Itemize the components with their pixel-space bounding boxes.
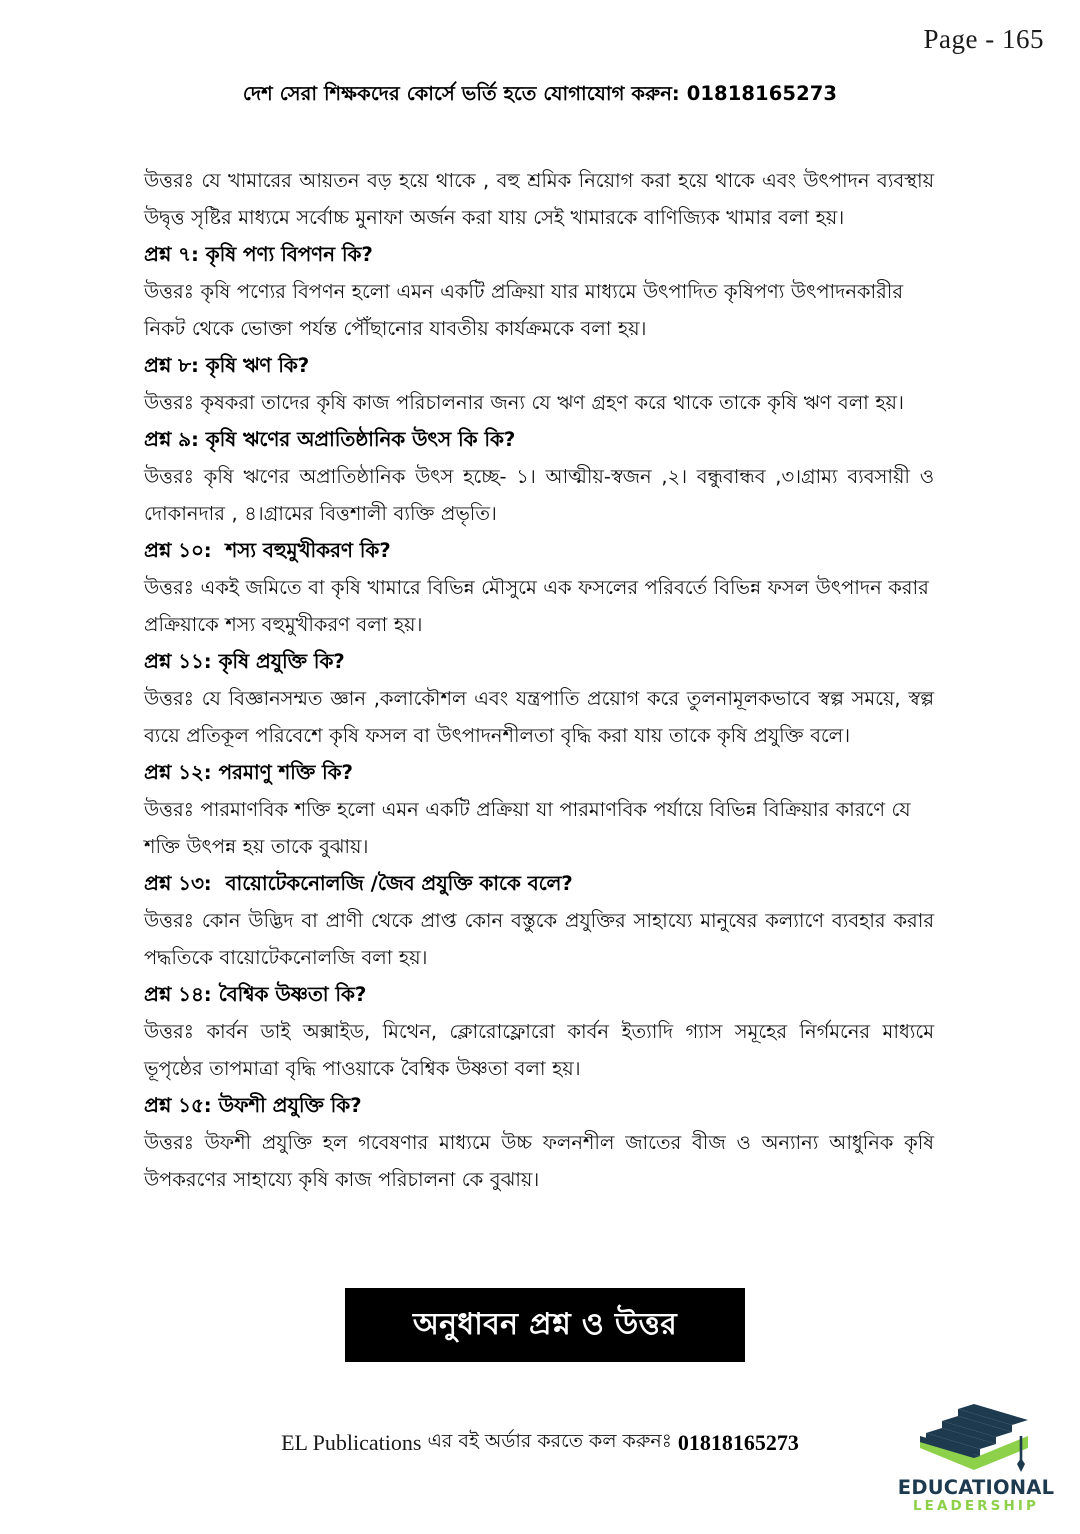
- document-body: [144, 162, 934, 1199]
- qa-item: [144, 237, 934, 347]
- answer-text: উত্তরঃ একই জমিতে বা কৃষি খামারে বিভিন্ন মৌসুমে এক ফসলের পরিবর্তে বিভিন্ন ফসল উৎপাদন করার প্রক্রিয়াকে শস্য বহুমুখীকরণ বলা হয়।: [144, 576, 929, 636]
- question-heading: প্রশ্ন ৯: কৃষি ঋণের অপ্রাতিষ্ঠানিক উৎস কি কি?: [144, 428, 516, 451]
- answer-text: উত্তরঃ কৃষকরা তাদের কৃষি কাজ পরিচালনার জন্য যে ঋণ গ্রহণ করে থাকে তাকে কৃষি ঋণ বলা হয়।: [144, 391, 904, 414]
- question-heading: প্রশ্ন ১৩: বায়োটেকনোলজি /জৈব প্রযুক্তি কাকে বলে?: [144, 872, 573, 895]
- answer-text: উত্তরঃ কার্বন ডাই অক্সাইড, মিথেন, ক্লোরোফ্লোরো কার্বন ইত্যাদি গ্যাস সমূহের নির্গমনের মাধ্যমে ভূপৃষ্ঠের তাপমাত্রা বৃদ্ধি পাওয়াকে বৈশ্বিক উষ্ণতা বলা হয়।: [144, 1020, 934, 1080]
- footer-brand: EL Publications: [281, 1430, 422, 1455]
- answer-text: উত্তরঃ কৃষি ঋণের অপ্রাতিষ্ঠানিক উৎস হচ্ছে- ১। আত্মীয়-স্বজন ,২। বন্ধুবান্ধব ,৩।গ্রাম্য ব্যবসায়ী ও দোকানদার , ৪।গ্রামের বিত্তশালী ব্যক্তি প্রভৃতি।: [144, 465, 934, 525]
- footer-bengali-text: এর বই অর্ডার করতে কল করুনঃ: [421, 1430, 678, 1452]
- question-heading: প্রশ্ন ৮: কৃষি ঋণ কি?: [144, 354, 310, 377]
- qa-item: [144, 533, 934, 643]
- qa-item: [144, 348, 934, 421]
- section-banner: [345, 1288, 745, 1362]
- question-heading: প্রশ্ন ১৫: উফশী প্রযুক্তি কি?: [144, 1094, 362, 1117]
- answer-text: উত্তরঃ কোন উদ্ভিদ বা প্রাণী থেকে প্রাপ্ত কোন বস্তুকে প্রযুক্তির সাহায্যে মানুষের কল্যাণে ব্যবহার করার পদ্ধতিকে বায়োটেকনোলজি বলা হয়।: [144, 909, 934, 969]
- qa-item: [144, 422, 934, 532]
- graduation-cap-icon: [888, 1398, 1064, 1478]
- question-heading: প্রশ্ন ১২: পরমাণু শক্তি কি?: [144, 761, 353, 784]
- qa-item: [144, 644, 934, 754]
- answer-text: উত্তরঃ উফশী প্রযুক্তি হল গবেষণার মাধ্যমে উচ্চ ফলনশীল জাতের বীজ ও অন্যান্য আধুনিক কৃষি উপকরণের সাহায্যে কৃষি কাজ পরিচালনা কে বুঝায়।: [144, 1131, 934, 1191]
- qa-item: [144, 866, 934, 976]
- question-heading: প্রশ্ন ৭: কৃষি পণ্য বিপণন কি?: [144, 243, 373, 266]
- question-heading: প্রশ্ন ১০: শস্য বহুমুখীকরণ কি?: [144, 539, 391, 562]
- logo-word-educational: EDUCATIONAL: [897, 1476, 1055, 1499]
- qa-item: [144, 1088, 934, 1198]
- intro-answer: উত্তরঃ যে খামারের আয়তন বড় হয়ে থাকে , বহু শ্রমিক নিয়োগ করা হয়ে থাকে এবং উৎপাদন ব্যবস্থায় উদ্বৃত্ত সৃষ্টির মাধ্যমে সর্বোচ্চ মুনাফা অর্জন করা যায় সেই খামারকে বাণিজ্যিক খামার বলা হয়।: [144, 169, 934, 229]
- qa-item: [144, 977, 934, 1087]
- answer-text: উত্তরঃ যে বিজ্ঞানসম্মত জ্ঞান ,কলাকৌশল এবং যন্ত্রপাতি প্রয়োগ করে তুলনামূলকভাবে স্বল্প সময়ে, স্বল্প ব্যয়ে প্রতিকূল পরিবেশে কৃষি ফসল বা উৎপাদনশীলতা বৃদ্ধি করা যায় তাকে কৃষি প্রযুক্তি বলে।: [144, 687, 934, 747]
- page-header-contact: দেশ সেরা শিক্ষকদের কোর্সে ভর্তি হতে যোগাযোগ করুন: 01818165273: [242, 82, 838, 105]
- section-banner-title: অনুধাবন প্রশ্ন ও উত্তর: [412, 1307, 678, 1342]
- question-heading: প্রশ্ন ১১: কৃষি প্রযুক্তি কি?: [144, 650, 345, 673]
- qa-item: [144, 755, 934, 865]
- footer-phone-number: 01818165273: [677, 1430, 799, 1455]
- educational-leadership-logo: [888, 1398, 1064, 1526]
- logo-word-leadership: LEADERSHIP: [912, 1498, 1040, 1515]
- question-heading: প্রশ্ন ১৪: বৈশ্বিক উষ্ণতা কি?: [144, 983, 367, 1006]
- answer-text: উত্তরঃ পারমাণবিক শক্তি হলো এমন একটি প্রক্রিয়া যা পারমাণবিক পর্যায়ে বিভিন্ন বিক্রিয়ার কারণে যে শক্তি উৎপন্ন হয় তাকে বুঝায়।: [144, 798, 911, 858]
- answer-text: উত্তরঃ কৃষি পণ্যের বিপণন হলো এমন একটি প্রক্রিয়া যার মাধ্যমে উৎপাদিত কৃষিপণ্য উৎপাদনকারীর নিকট থেকে ভোক্তা পর্যন্ত পৌঁছানোর যাবতীয় কার্যক্রমকে বলা হয়।: [144, 280, 904, 340]
- page-number: Page - 165: [923, 24, 1044, 54]
